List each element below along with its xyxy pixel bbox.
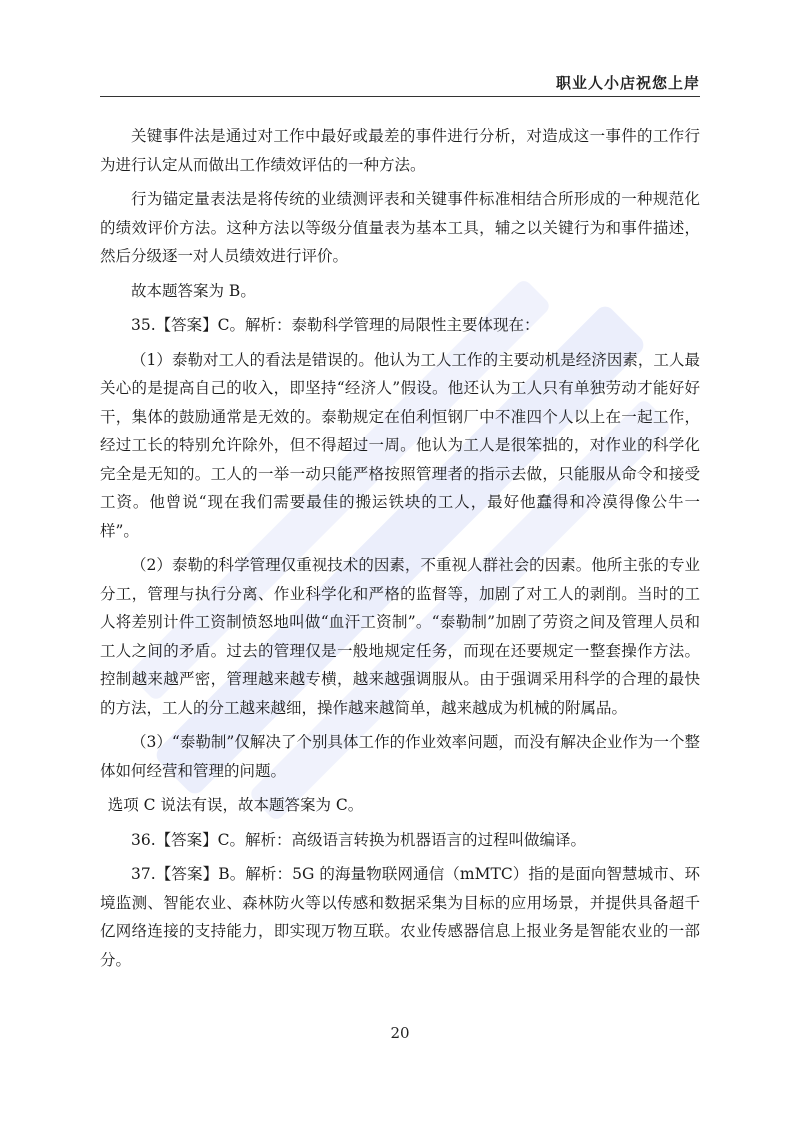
paragraph-critical-incident: 关键事件法是通过对工作中最好或最差的事件进行分析，对造成这一事件的工作行为进行认定从而做出工作绩效评估的一种方法。	[100, 127, 700, 174]
paragraph-q35-point-1: （1）泰勒对工人的看法是错误的。他认为工人工作的主要动机是经济因素，工人最关心的是提高自己的收入，即坚持“经济人”假设。他还认为工人只有单独劳动才能好好干，集体的鼓励通常是无效的。泰勒规定在伯利恒钢厂中不准四个人以上在一起工作，经过工长的特别允许除外，但不得超过一周。他认为工人是很笨拙的，对作业的科学化完全是无知的。工人的一举一动只能严格按照管理者的指示去做，只能服从命令和接受工资。他曾说“现在我们需要最佳的搬运铁块的工人，最好他蠢得和冷漠得像公牛一样”。	[100, 350, 700, 540]
paragraph-bars: 行为锚定量表法是将传统的业绩测评表和关键事件标准相结合所形成的一种规范化的绩效评价方法。这种方法以等级分值量表为基本工具，辅之以关键行为和事件描述，然后分级逐一对人员绩效进行评价。	[100, 190, 700, 265]
page-header	[100, 66, 700, 96]
paragraph-q37-answer: 37.【答案】B。解析：5G 的海量物联网通信（mMTC）指的是面向智慧城市、环境监测、智能农业、森林防火等以传感和数据采集为目标的应用场景，并提供具备超千亿网络连接的支持能力，即实现万物互联。农业传感器信息上报业务是智能农业的一部分。	[100, 865, 700, 969]
header-title: 职业人小店祝您上岸	[555, 74, 700, 92]
paragraph-q35-answer: 35.【答案】C。解析：泰勒科学管理的局限性主要体现在：	[131, 316, 540, 334]
document-body	[100, 122, 700, 980]
paragraph-answer-b: 故本题答案为 B。	[131, 281, 256, 300]
paragraph-q35-conclusion: 选项 C 说法有误，故本题答案为 C。	[107, 796, 364, 814]
paragraph-q35-point-3: （3）“泰勒制”仅解决了个别具体工作的作业效率问题，而没有解决企业作为一个整体如何经营和管理的问题。	[100, 733, 700, 780]
header-rule	[100, 96, 700, 97]
paragraph-q35-point-2: （2）泰勒的科学管理仅重视技术的因素，不重视人群社会的因素。他所主张的专业分工，管理与执行分离、作业科学化和严格的监督等，加剧了对工人的剥削。当时的工人将差别计件工资制愤怒地叫做“血汗工资制”。“泰勒制”加剧了劳资之间及管理人员和工人之间的矛盾。过去的管理仅是一般地规定任务，而现在还要规定一整套操作方法。控制越来越严密，管理越来越专横，越来越强调服从。由于强调采用科学的合理的最快的方法，工人的分工越来越细，操作越来越简单，越来越成为机械的附属品。	[100, 556, 700, 717]
page-number: 20	[390, 1024, 410, 1042]
paragraph-q36-answer: 36.【答案】C。解析：高级语言转换为机器语言的过程叫做编译。	[131, 830, 587, 849]
